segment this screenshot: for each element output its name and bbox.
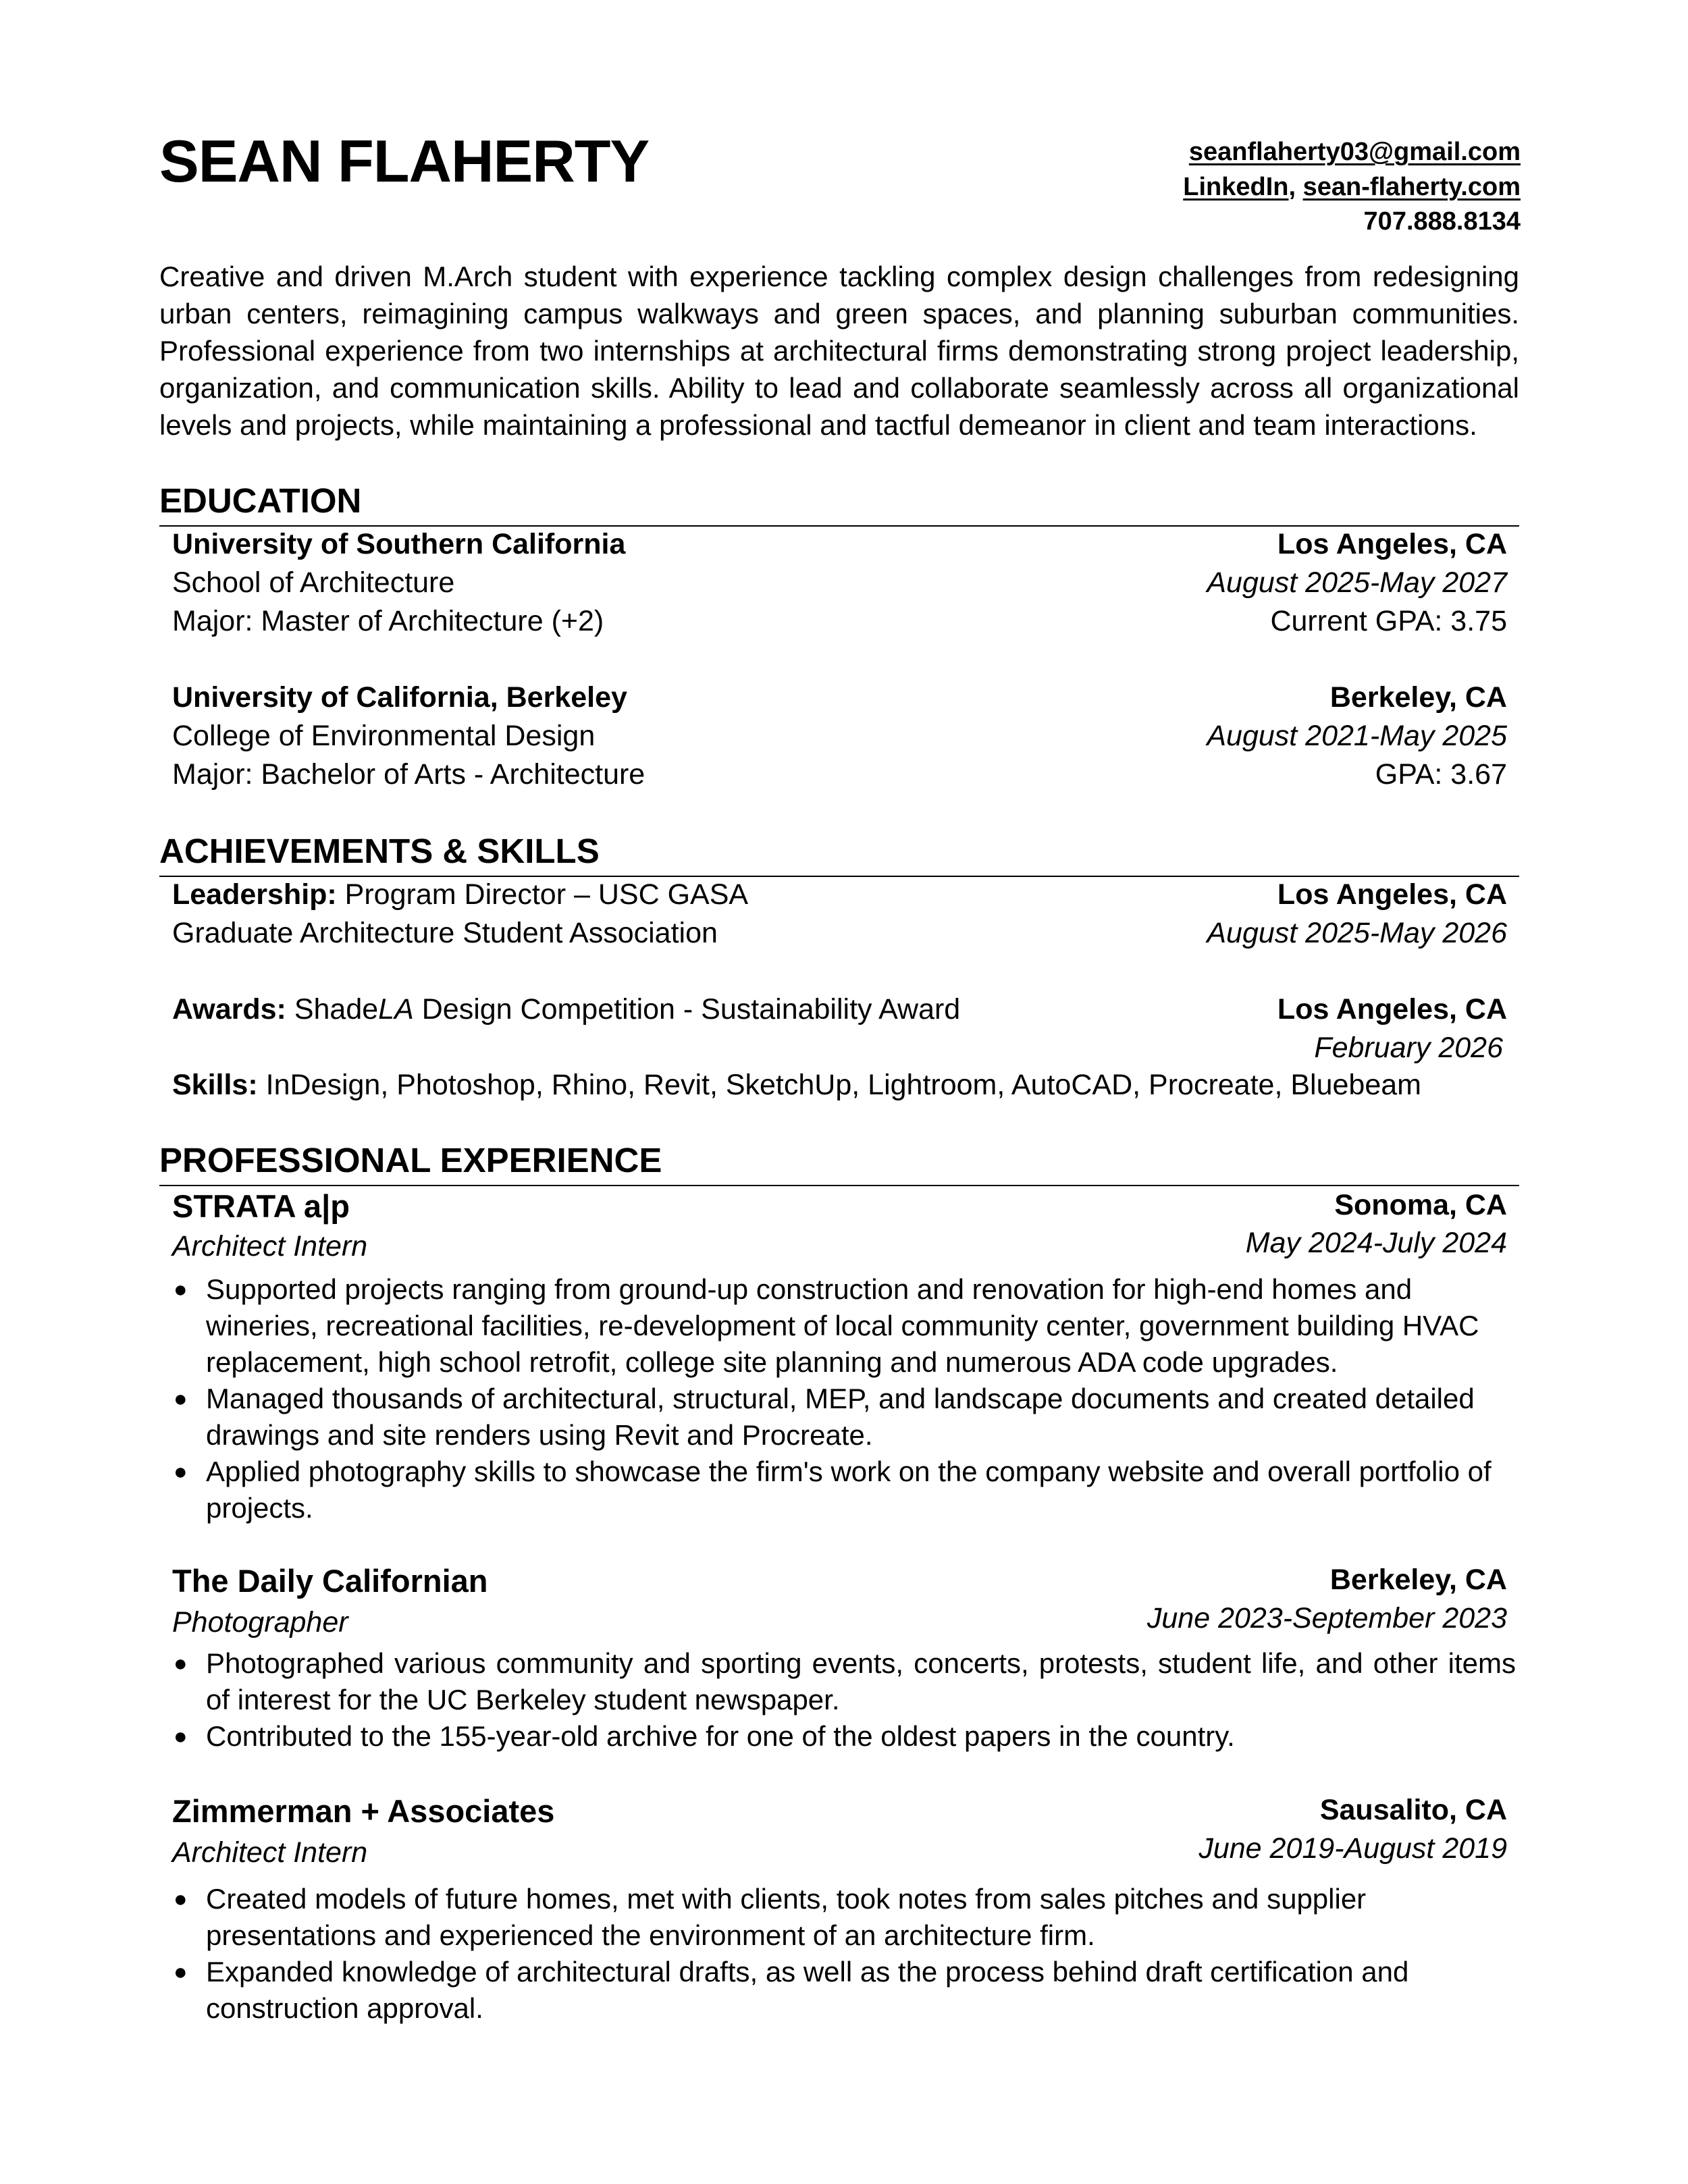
education-college: College of Environmental Design	[172, 720, 596, 752]
job-role: Architect Intern	[172, 1230, 368, 1262]
list-item	[172, 1645, 1516, 1718]
job-company: Zimmerman + Associates	[172, 1793, 555, 1829]
awards-location: Los Angeles, CA	[1277, 993, 1507, 1026]
list-item	[172, 1718, 1516, 1755]
leadership-dates: August 2025-May 2026	[1207, 917, 1507, 949]
email-link[interactable]: seanflaherty03@gmail.com	[1188, 138, 1521, 166]
job-location: Berkeley, CA	[1329, 1564, 1507, 1596]
phone-number: 707.888.8134	[1363, 207, 1521, 236]
linkedin-link[interactable]: LinkedIn	[1183, 173, 1289, 201]
education-dates: August 2021-May 2025	[1207, 720, 1507, 752]
education-major: Major: Bachelor of Arts - Architecture	[172, 758, 645, 791]
bullet-icon: ●	[174, 1459, 188, 1485]
bullet-text: Created models of future homes, met with clients, took notes from sales pitches and supplier presentations and experienced the environment of an architecture firm.	[206, 1883, 1367, 1951]
list-item	[172, 1954, 1516, 2027]
list-item	[172, 1454, 1516, 1526]
education-rule	[159, 525, 1519, 527]
education-location: Berkeley, CA	[1329, 681, 1507, 714]
skills-label: Skills:	[172, 1069, 258, 1101]
website-link[interactable]: sean-flaherty.com	[1302, 173, 1521, 201]
awards-text-italic: LA	[378, 993, 414, 1026]
leadership-label: Leadership:	[172, 878, 337, 911]
education-gpa: Current GPA: 3.75	[1270, 605, 1507, 637]
awards-date: February 2026	[1314, 1032, 1503, 1064]
bullet-icon: ●	[174, 1724, 188, 1749]
awards-text-pre: Shade	[286, 993, 379, 1026]
education-gpa: GPA: 3.67	[1375, 758, 1507, 791]
skills-text: InDesign, Photoshop, Rhino, Revit, SketchUp, Lightroom, AutoCAD, Procreate, Bluebeam	[257, 1069, 1421, 1101]
job-bullets	[172, 1881, 1516, 2027]
job-role: Architect Intern	[172, 1836, 368, 1869]
bullet-icon: ●	[174, 1651, 188, 1676]
education-heading: EDUCATION	[159, 481, 362, 520]
job-location: Sausalito, CA	[1319, 1794, 1507, 1826]
skills-line	[172, 1071, 1421, 1100]
bullet-icon: ●	[174, 1277, 188, 1302]
achievements-heading: ACHIEVEMENTS & SKILLS	[159, 832, 600, 870]
bullet-text: Managed thousands of architectural, structural, MEP, and landscape documents and created detailed drawings and site renders using Revit and Procreate.	[206, 1383, 1475, 1451]
contact-links-line	[1183, 174, 1521, 200]
leadership-line	[172, 880, 748, 909]
list-item	[172, 1381, 1516, 1454]
job-bullets	[172, 1271, 1516, 1526]
education-location: Los Angeles, CA	[1277, 528, 1507, 560]
list-item	[172, 1881, 1516, 1954]
job-role: Photographer	[172, 1606, 348, 1639]
experience-heading: PROFESSIONAL EXPERIENCE	[159, 1141, 662, 1179]
job-bullets	[172, 1645, 1516, 1755]
job-location: Sonoma, CA	[1334, 1189, 1507, 1221]
bullet-icon: ●	[174, 1959, 188, 1985]
leadership-org: Graduate Architecture Student Association	[172, 917, 718, 949]
list-item	[172, 1271, 1516, 1381]
education-school: University of Southern California	[172, 528, 626, 560]
achievements-rule	[159, 876, 1519, 877]
leadership-location: Los Angeles, CA	[1277, 878, 1507, 911]
bullet-text: Expanded knowledge of architectural drafts, as well as the process behind draft certification and construction approval.	[206, 1956, 1409, 2024]
leadership-text: Program Director – USC GASA	[336, 878, 749, 911]
job-dates: May 2024-July 2024	[1245, 1227, 1507, 1259]
education-dates: August 2025-May 2027	[1207, 566, 1507, 599]
bullet-icon: ●	[174, 1886, 188, 1912]
contact-email-line	[1189, 139, 1521, 165]
job-dates: June 2023-September 2023	[1146, 1602, 1507, 1634]
education-major: Major: Master of Architecture (+2)	[172, 605, 604, 637]
education-college: School of Architecture	[172, 566, 455, 599]
awards-line	[172, 995, 960, 1024]
education-school: University of California, Berkeley	[172, 681, 627, 714]
awards-label: Awards:	[172, 993, 286, 1026]
bullet-text: Applied photography skills to showcase the firm's work on the company website and overall portfolio of projects.	[206, 1456, 1492, 1524]
awards-text-post: Design Competition - Sustainability Award	[413, 993, 961, 1026]
candidate-name: SEAN FLAHERTY	[159, 128, 650, 194]
bullet-icon: ●	[174, 1386, 188, 1412]
bullet-text: Contributed to the 155-year-old archive for one of the oldest papers in the country.	[206, 1720, 1235, 1752]
experience-rule	[159, 1185, 1519, 1186]
job-dates: June 2019-August 2019	[1198, 1832, 1507, 1865]
job-company: STRATA a|p	[172, 1188, 350, 1224]
bullet-text: Supported projects ranging from ground-up construction and renovation for high-end homes and wineries, recreational facilities, re-development of local community center, government building HVAC replacement, high school retrofit, college site planning and numerous ADA code upgrades.	[206, 1273, 1479, 1378]
summary-paragraph: Creative and driven M.Arch student with experience tackling complex design challenges from redesigning urban centers, reimagining campus walkways and green spaces, and planning suburban communities. Professional experience from two internships at architectural firms demonstrating strong project leadership, organization, and communication skills. Ability to lead and collaborate seamlessly across all organizational levels and projects, while maintaining a professional and tactful demeanor in client and team interactions.	[159, 261, 1519, 441]
link-separator: ,	[1288, 173, 1296, 201]
bullet-text: Photographed various community and sporting events, concerts, protests, student life, and other items of interest for the UC Berkeley student newspaper.	[206, 1647, 1516, 1715]
job-company: The Daily Californian	[172, 1563, 488, 1599]
